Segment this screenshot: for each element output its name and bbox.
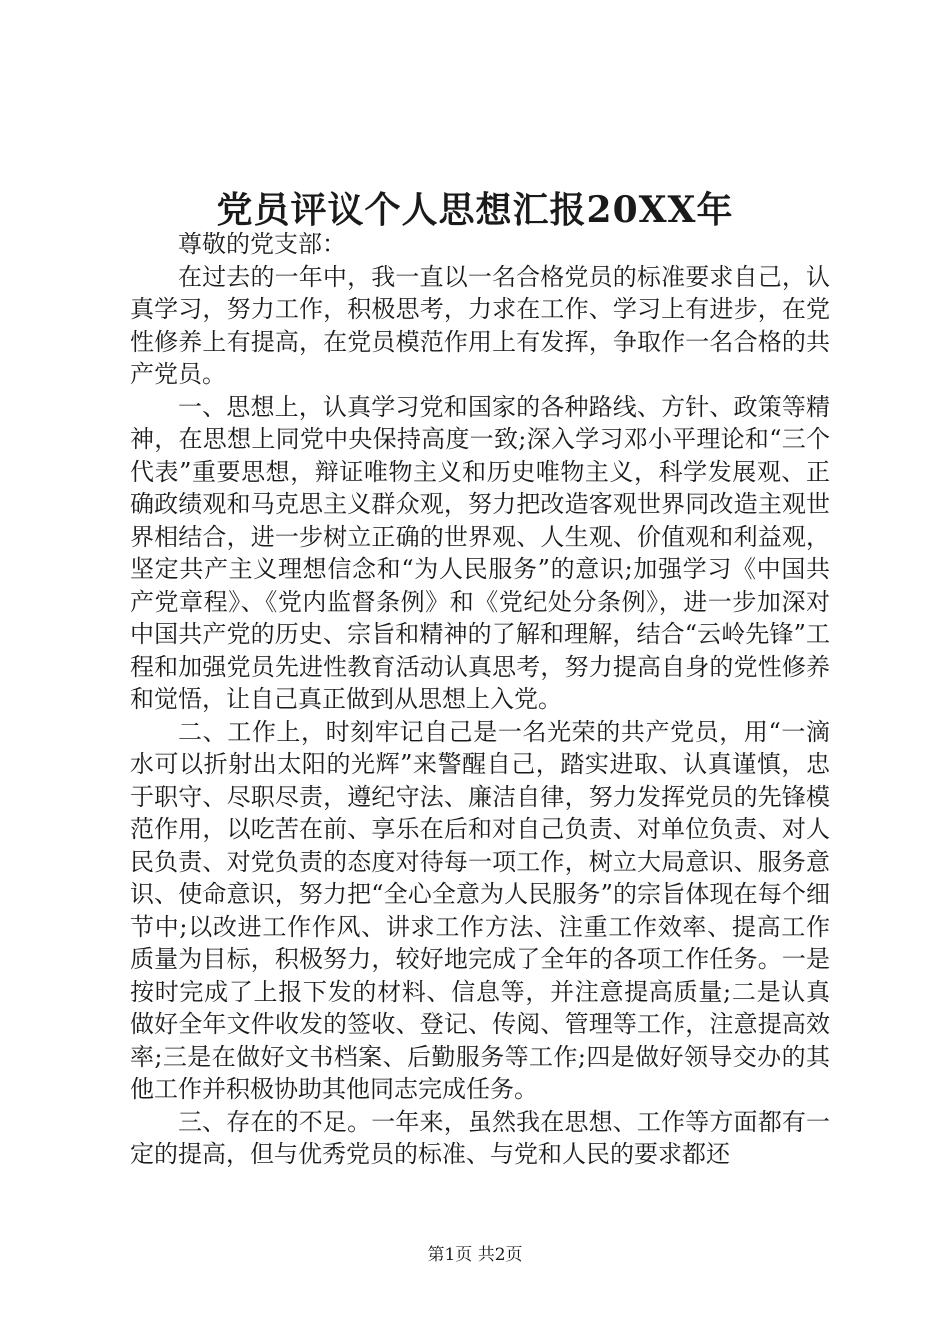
page-footer: 第1页 共2页 xyxy=(427,1245,523,1265)
paragraph-shortcomings: 三、存在的不足。一年来，虽然我在思想、工作等方面都有一定的提高，但与优秀党员的标准、与党和人民的要求都还 xyxy=(130,1107,830,1168)
document-body xyxy=(130,228,830,1171)
paragraph-intro: 在过去的一年中，我一直以一名合格党员的标准要求自己，认真学习，努力工作，积极思考，力求在工作、学习上有进步，在党性修养上有提高，在党员模范作用上有发挥，争取作一名合格的共产党员。 xyxy=(130,262,830,388)
paragraph-work: 二、工作上，时刻牢记自己是一名光荣的共产党员，用“一滴水可以折射出太阳的光辉”来警醒自己，踏实进取、认真谨慎，忠于职守、尽职尽责，遵纪守法、廉洁自律，努力发挥党员的先锋模范作用，以吃苦在前、享乐在后和对自己负责、对单位负责、对人民负责、对党负责的态度对待每一项工作，树立大局意识、服务意识、使命意识，努力把“全心全意为人民服务”的宗旨体现在每个细节中;以改进工作作风、讲求工作方法、注重工作效率、提高工作质量为目标，积极努力，较好地完成了全年的各项工作任务。一是按时完成了上报下发的材料、信息等，并注意提高质量;二是认真做好全年文件收发的签收、登记、传阅、管理等工作，注意提高效率;三是在做好文书档案、后勤服务等工作;四是做好领导交办的其他工作并积极协助其他同志完成任务。 xyxy=(130,717,830,1103)
document-title: 党员评议个人思想汇报20XX年 xyxy=(216,189,734,231)
salutation: 尊敬的党支部： xyxy=(178,230,346,258)
paragraph-thought: 一、思想上，认真学习党和国家的各种路线、方针、政策等精神，在思想上同党中央保持高度一致;深入学习邓小平理论和“三个代表”重要思想，辩证唯物主义和历史唯物主义，科学发展观、正确政绩观和马克思主义群众观，努力把改造客观世界同改造主观世界相结合，进一步树立正确的世界观、人生观、价值观和利益观，坚定共产主义理想信念和“为人民服务”的意识;加强学习《中国共产党章程》、《党内监督条例》和《党纪处分条例》，进一步加深对中国共产党的历史、宗旨和精神的了解和理解，结合“云岭先锋”工程和加强党员先进性教育活动认真思考，努力提高自身的党性修养和觉悟，让自己真正做到从思想上入党。 xyxy=(130,392,830,713)
